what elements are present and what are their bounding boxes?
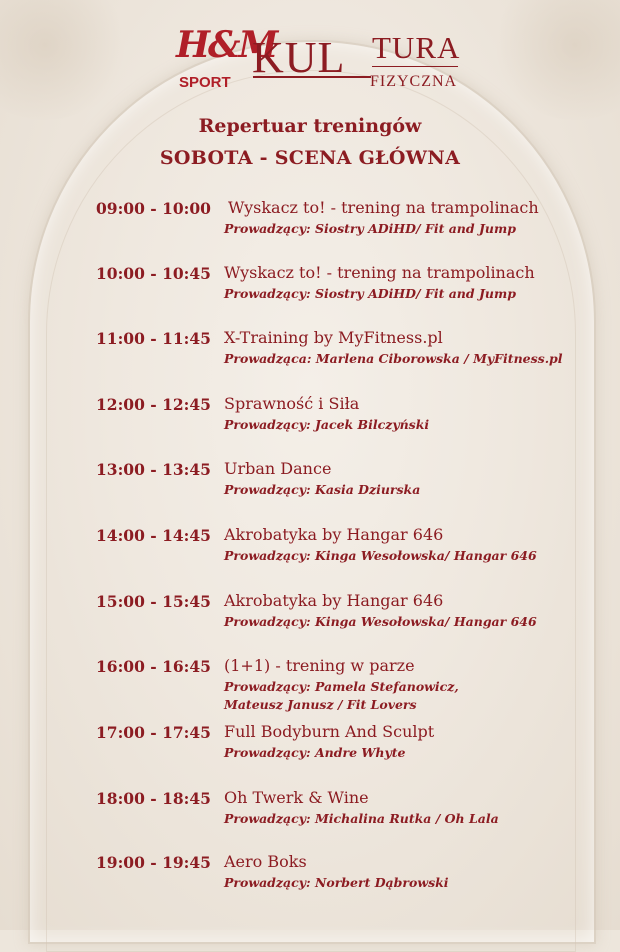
hm-logo: H&M <box>176 24 277 66</box>
session-title: Wyskacz to! - trening na trampolinach <box>224 263 535 282</box>
session-lead: Prowadzący: Siostry ADiHD/ Fit and Jump <box>224 221 516 236</box>
page-subtitle: SOBOTA - SCENA GŁÓWNA <box>159 147 461 169</box>
session-time: 17:00 - 17:45 <box>96 723 211 742</box>
event-logo <box>0 18 620 98</box>
session-title: X-Training by MyFitness.pl <box>224 328 443 347</box>
session-lead: Prowadzący: Norbert Dąbrowski <box>224 875 449 890</box>
session-time: 13:00 - 13:45 <box>96 460 211 479</box>
session-time: 19:00 - 19:45 <box>96 853 211 872</box>
page-title: Repertuar treningów <box>198 115 422 137</box>
session-lead: Prowadzący: Jacek Bilczyński <box>224 417 430 432</box>
logo-tura: TURA <box>372 30 461 65</box>
session-time: 12:00 - 12:45 <box>96 395 211 414</box>
session-time: 11:00 - 11:45 <box>96 329 211 348</box>
session-time: 10:00 - 10:45 <box>96 264 211 283</box>
session-title: Wyskacz to! - trening na trampolinach <box>228 198 539 217</box>
sport-label: SPORT <box>179 74 231 91</box>
session-lead: Prowadzący: Kasia Dziurska <box>224 482 421 497</box>
session-lead-continued: Mateusz Janusz / Fit Lovers <box>224 697 417 712</box>
session-title: Urban Dance <box>224 459 332 478</box>
session-lead: Prowadzący: Kinga Wesołowska/ Hangar 646 <box>224 548 537 563</box>
session-lead: Prowadzący: Michalina Rutka / Oh Lala <box>224 811 499 826</box>
session-title: Sprawność i Siła <box>224 394 360 413</box>
session-lead: Prowadząca: Marlena Ciborowska / MyFitness.pl <box>224 351 563 366</box>
session-time: 18:00 - 18:45 <box>96 789 211 808</box>
session-time: 14:00 - 14:45 <box>96 526 211 545</box>
session-lead: Prowadzący: Andre Whyte <box>224 745 406 760</box>
logo-fizyczna: FIZYCZNA <box>370 73 458 90</box>
session-title: Akrobatyka by Hangar 646 <box>224 525 444 544</box>
session-lead: Prowadzący: Siostry ADiHD/ Fit and Jump <box>224 286 516 301</box>
session-title: Full Bodyburn And Sculpt <box>224 722 435 741</box>
session-title: Akrobatyka by Hangar 646 <box>224 591 444 610</box>
logo-kul: KUL <box>252 33 346 82</box>
session-lead: Prowadzący: Kinga Wesołowska/ Hangar 646 <box>224 614 537 629</box>
session-time: 09:00 - 10:00 <box>96 199 211 218</box>
session-title: Oh Twerk & Wine <box>224 788 369 807</box>
session-time: 15:00 - 15:45 <box>96 592 211 611</box>
session-lead: Prowadzący: Pamela Stefanowicz, <box>224 679 459 694</box>
logo-rule <box>253 76 371 78</box>
logo-rule-upper <box>372 66 458 67</box>
session-time: 16:00 - 16:45 <box>96 657 211 676</box>
session-title: Aero Boks <box>224 852 307 871</box>
session-title: (1+1) - trening w parze <box>224 656 415 675</box>
